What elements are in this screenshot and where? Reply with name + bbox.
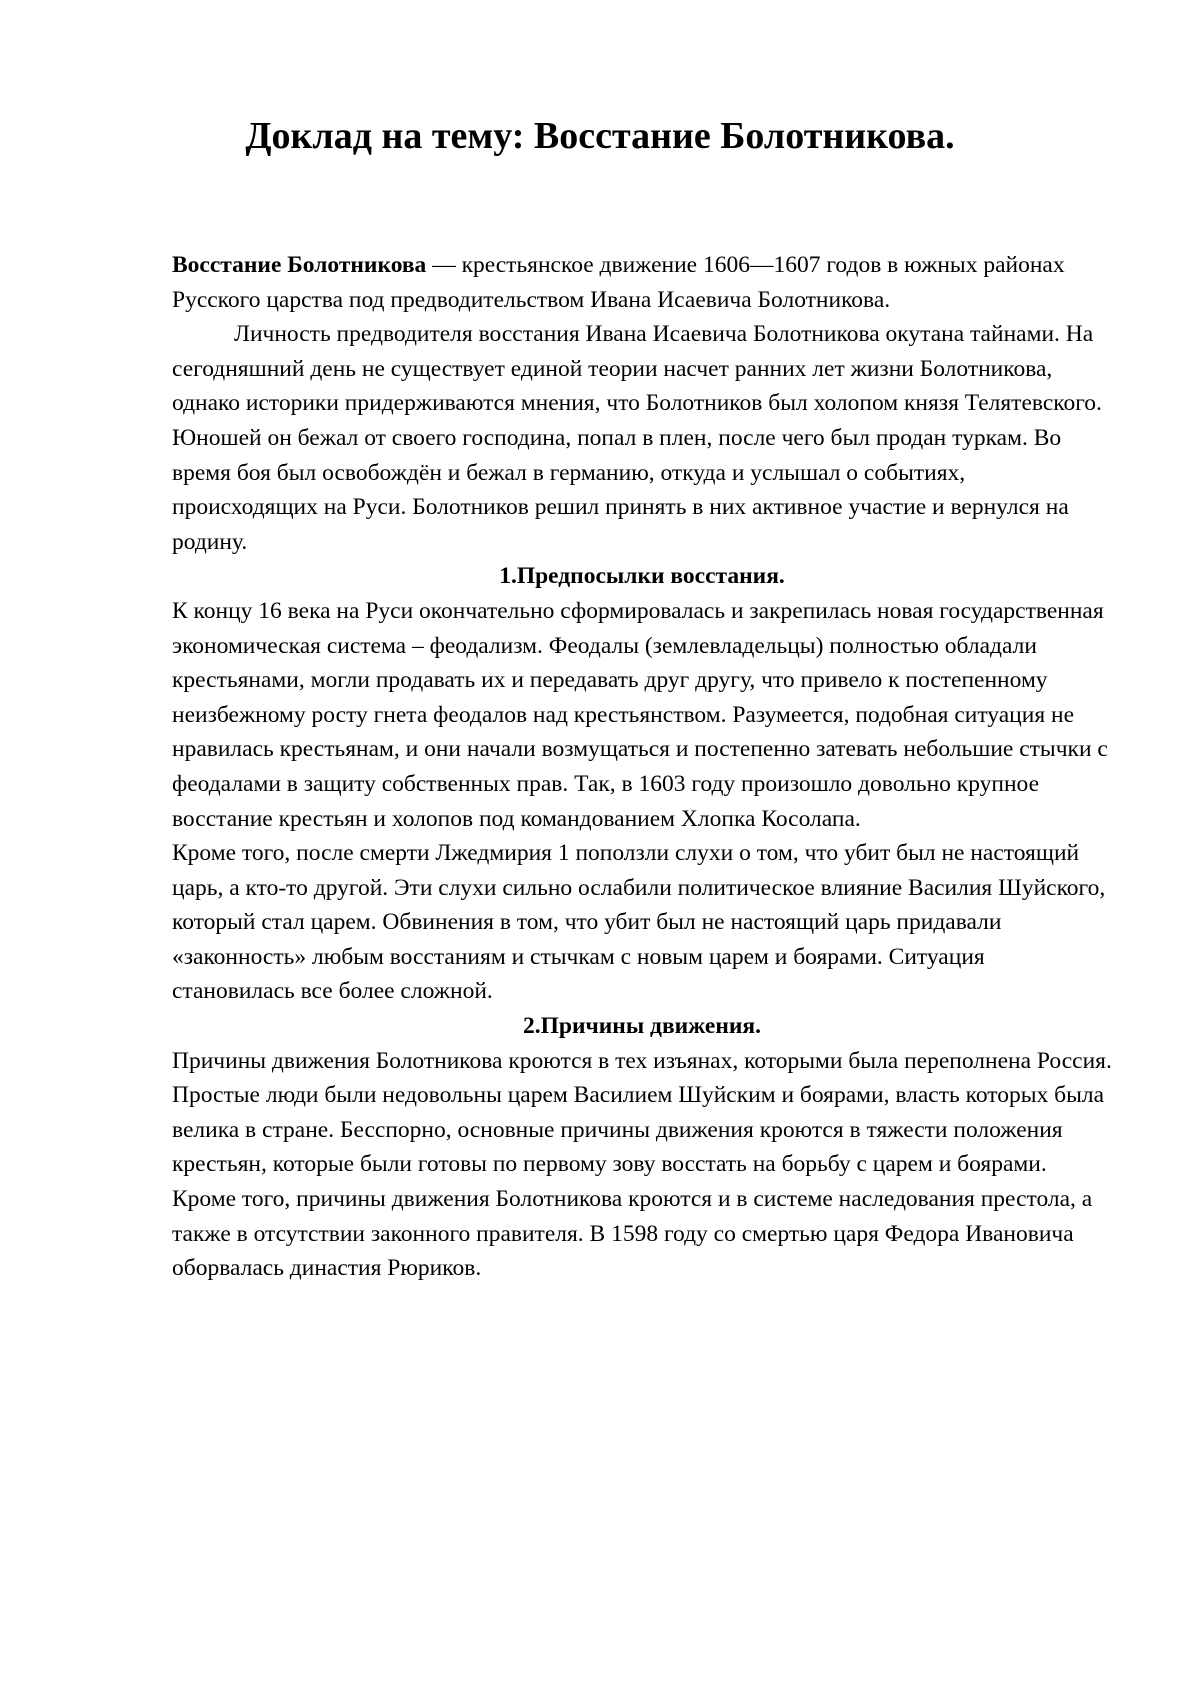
intro-definition: — крестьянское движение 1606—1607 годов в южных районах Русского царства под предводительством Ивана Исаевича Болотникова. (172, 252, 1065, 313)
personality-paragraph: Личность предводителя восстания Ивана Исаевича Болотникова окутана тайнами. На сегодняшний день не существует единой теории насчет ранних лет жизни Болотникова, однако историки придерживаются мнения, что Болотников был холопом князя Телятевского. Юношей он бежал от своего господина, попал в плен, после чего был продан туркам. Во время боя был освобождён и бежал в германию, откуда и услышал о событиях, происходящих на Руси. Болотников решил принять в них активное участие и вернулся на родину. (172, 321, 1102, 555)
section-1-paragraph-1: К концу 16 века на Руси окончательно сформировалась и закрепилась новая государственная экономическая система – феодализм. Феодалы (землевладельцы) полностью обладали крестьянами, могли продавать их и передавать друг другу, что привело к постепенному неизбежному росту гнета феодалов над крестьянством. Разумеется, подобная ситуация не нравилась крестьянам, и они начали возмущаться и постепенно затевать небольшие стычки с феодалами в защиту собственных прав. Так, в 1603 году произошло довольно крупное восстание крестьян и холопов под командованием Хлопка Косолапа. (172, 597, 1108, 832)
section-2-paragraph-1: Причины движения Болотникова кроются в тех изъянах, которыми была переполнена Россия. Простые люди были недовольны царем Василием Шуйским и боярами, власть которых была велика в стране. Бесспорно, основные причины движения кроются в тяжести положения крестьян, которые были готовы по первому зову восстать на борьбу с царем и боярами. Кроме того, причины движения Болотникова кроются и в системе наследования престола, а также в отсутствии законного правителя. В 1598 году со смертью царя Федора Ивановича оборвалась династия Рюриков. (172, 1047, 1112, 1282)
intro-paragraph (172, 248, 1112, 317)
intro-lead-term: Восстание Болотникова (172, 252, 427, 278)
section-1-heading: 1.Предпосылки восстания. (499, 563, 785, 590)
section-2-heading: 2.Причины движения. (522, 1013, 762, 1040)
document-title: Доклад на тему: Восстание Болотникова. (245, 115, 955, 157)
section-1-paragraph-2: Кроме того, после смерти Лжедмирия 1 поползли слухи о том, что убит был не настоящий царь, а кто-то другой. Эти слухи сильно ослабили политическое влияние Василия Шуйского, который стал царем. Обвинения в том, что убит был не настоящий царь придавали «законность» любым восстаниям и стычкам с новым царем и боярами. Ситуация становилась все более сложной. (172, 840, 1106, 1005)
document-body (172, 248, 1112, 1286)
